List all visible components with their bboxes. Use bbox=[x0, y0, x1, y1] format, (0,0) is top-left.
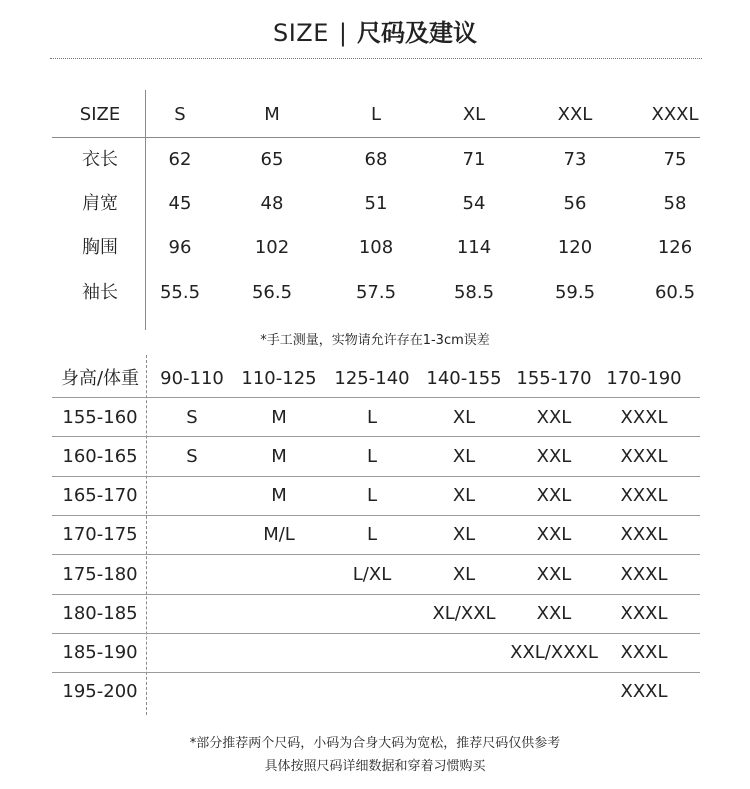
recommended-size: M/L bbox=[263, 524, 295, 545]
recommended-size: XXL bbox=[536, 485, 572, 506]
measurement-label: 袖长 bbox=[82, 282, 118, 303]
measurement-value: 96 bbox=[168, 237, 192, 258]
measurement-value: 71 bbox=[462, 149, 486, 170]
row-divider bbox=[52, 397, 700, 398]
recommended-size: XXL bbox=[536, 446, 572, 467]
height-range-label: 160-165 bbox=[62, 446, 138, 467]
row-divider bbox=[52, 594, 700, 595]
row-divider bbox=[52, 554, 700, 555]
recommended-size: L bbox=[366, 524, 378, 545]
weight-range-header: 110-125 bbox=[241, 368, 317, 389]
row-divider bbox=[52, 476, 700, 477]
measurement-value: 114 bbox=[456, 237, 492, 258]
recommended-size: XL/XXL bbox=[432, 603, 496, 624]
size-header-label: SIZE bbox=[79, 104, 121, 125]
size-header: XXXL bbox=[651, 104, 699, 125]
recommended-size: XXL bbox=[536, 564, 572, 585]
recommended-size: XXXL bbox=[620, 603, 668, 624]
measurement-value: 54 bbox=[462, 193, 486, 214]
measurement-value: 59.5 bbox=[554, 282, 596, 303]
footer-note-2: 具体按照尺码详细数据和穿着习惯购买 bbox=[264, 759, 486, 774]
page-title bbox=[0, 16, 750, 50]
measurement-value: 65 bbox=[260, 149, 284, 170]
recommended-size: XXL bbox=[536, 603, 572, 624]
height-range-label: 175-180 bbox=[62, 564, 138, 585]
measurement-value: 45 bbox=[168, 193, 192, 214]
height-range-label: 155-160 bbox=[62, 407, 138, 428]
recommended-size: XL bbox=[452, 485, 476, 506]
measurement-label: 衣长 bbox=[82, 149, 118, 170]
weight-range-header: 125-140 bbox=[334, 368, 410, 389]
measurement-value: 75 bbox=[663, 149, 687, 170]
recommended-size: XXXL bbox=[620, 564, 668, 585]
title-chinese: 尺码及建议 bbox=[357, 19, 477, 47]
row-divider bbox=[52, 436, 700, 437]
size-header: M bbox=[264, 104, 280, 125]
recommended-size: XL bbox=[452, 524, 476, 545]
measurement-value: 58 bbox=[663, 193, 687, 214]
measurement-label: 胸围 bbox=[82, 237, 118, 258]
measurement-value: 51 bbox=[364, 193, 388, 214]
measurement-value: 58.5 bbox=[453, 282, 495, 303]
weight-range-header: 90-110 bbox=[160, 368, 224, 389]
measurement-value: 56.5 bbox=[251, 282, 293, 303]
recommended-size: M bbox=[271, 407, 287, 428]
weight-range-header: 140-155 bbox=[426, 368, 502, 389]
height-weight-header: 身高/体重 bbox=[60, 368, 140, 389]
recommended-size: L bbox=[366, 407, 378, 428]
height-range-label: 180-185 bbox=[62, 603, 138, 624]
measurement-value: 108 bbox=[358, 237, 394, 258]
size-header: S bbox=[174, 104, 186, 125]
recommended-size: XXXL bbox=[620, 681, 668, 702]
height-range-label: 165-170 bbox=[62, 485, 138, 506]
recommended-size: S bbox=[186, 446, 198, 467]
measurement-value: 102 bbox=[254, 237, 290, 258]
size-table-vertical-line bbox=[145, 90, 146, 330]
height-range-label: 170-175 bbox=[62, 524, 138, 545]
recommended-size: XXL bbox=[536, 524, 572, 545]
footer-note-1: *部分推荐两个尺码，小码为合身大码为宽松，推荐尺码仅供参考 bbox=[189, 736, 561, 751]
measurement-value: 120 bbox=[557, 237, 593, 258]
measurement-value: 62 bbox=[168, 149, 192, 170]
measurement-label: 肩宽 bbox=[82, 193, 118, 214]
measurement-value: 55.5 bbox=[159, 282, 201, 303]
recommended-size: XXL bbox=[536, 407, 572, 428]
size-header: XL bbox=[462, 104, 486, 125]
recommended-size: XL bbox=[452, 446, 476, 467]
size-header: L bbox=[370, 104, 382, 125]
recommend-table-vertical-line bbox=[146, 355, 147, 715]
title-separator: | bbox=[338, 19, 347, 47]
recommended-size: XL bbox=[452, 407, 476, 428]
recommended-size: XXL/XXXL bbox=[510, 642, 598, 663]
recommended-size: XL bbox=[452, 564, 476, 585]
recommended-size: S bbox=[186, 407, 198, 428]
recommended-size: L bbox=[366, 485, 378, 506]
row-divider bbox=[52, 515, 700, 516]
measurement-value: 73 bbox=[563, 149, 587, 170]
row-divider bbox=[52, 633, 700, 634]
recommended-size: L/XL bbox=[352, 564, 392, 585]
measurement-value: 57.5 bbox=[355, 282, 397, 303]
dotted-divider bbox=[50, 58, 702, 59]
recommended-size: XXXL bbox=[620, 485, 668, 506]
recommended-size: XXXL bbox=[620, 446, 668, 467]
measurement-value: 60.5 bbox=[654, 282, 696, 303]
size-table-header-line bbox=[52, 137, 700, 138]
measurement-value: 68 bbox=[364, 149, 388, 170]
measurement-value: 56 bbox=[563, 193, 587, 214]
size-header: XXL bbox=[557, 104, 593, 125]
weight-range-header: 170-190 bbox=[606, 368, 682, 389]
measurement-note: *手工测量，实物请允许存在1-3cm误差 bbox=[260, 333, 490, 348]
row-divider bbox=[52, 672, 700, 673]
recommended-size: M bbox=[271, 446, 287, 467]
title-english: SIZE bbox=[272, 19, 329, 47]
recommended-size: L bbox=[366, 446, 378, 467]
recommended-size: M bbox=[271, 485, 287, 506]
weight-range-header: 155-170 bbox=[516, 368, 592, 389]
measurement-value: 126 bbox=[657, 237, 693, 258]
height-range-label: 185-190 bbox=[62, 642, 138, 663]
measurement-value: 48 bbox=[260, 193, 284, 214]
recommended-size: XXXL bbox=[620, 407, 668, 428]
height-range-label: 195-200 bbox=[62, 681, 138, 702]
recommended-size: XXXL bbox=[620, 524, 668, 545]
recommended-size: XXXL bbox=[620, 642, 668, 663]
